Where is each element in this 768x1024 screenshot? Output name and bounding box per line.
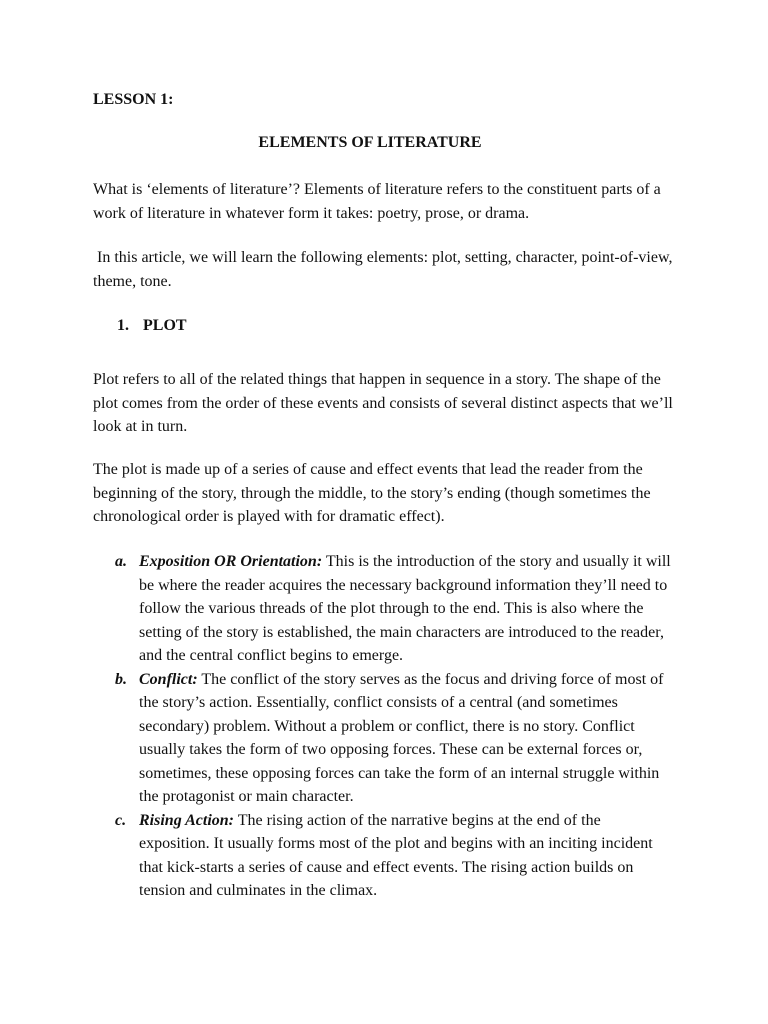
section-heading-plot (117, 314, 187, 338)
list-item (115, 550, 675, 668)
list-term: Exposition OR Orientation: (139, 553, 323, 570)
section-title: PLOT (143, 317, 187, 334)
list-item (115, 809, 675, 903)
plot-elements-list (115, 550, 675, 903)
lesson-heading: LESSON 1: (93, 91, 174, 108)
section-number: 1. (117, 317, 129, 334)
list-text: The rising action of the narrative begins at the end of the exposition. It usually forms most of the plot and begins with an inciting incident that kick-starts a series of cause and effect events. The rising action builds on tension and culminates in the climax. (139, 811, 653, 899)
list-marker: c. (115, 811, 127, 829)
list-term: Rising Action: (139, 811, 234, 829)
plot-paragraph-2: The plot is made up of a series of cause and effect events that lead the reader from the beginning of the story, through the middle, to the story’s ending (though sometimes the chronological order is played with for dramatic effect). (93, 461, 651, 525)
list-marker: a. (115, 553, 127, 570)
list-text: The conflict of the story serves as the focus and driving force of most of the story’s action. Essentially, conflict consists of a central (and sometimes secondary) problem. Without a problem or conflict, there is no story. Conflict usually takes the form of two opposing forces. These can be external forces or, sometimes, these opposing forces can take the form of an internal struggle within the protagonist or main character. (139, 670, 664, 805)
list-marker: b. (115, 670, 127, 688)
intro-paragraph: What is ‘elements of literature’? Elements of literature refers to the constituent parts of a work of literature in whatever form it takes: poetry, prose, or drama. (93, 181, 661, 222)
plot-paragraph-1: Plot refers to all of the related things that happen in sequence in a story. The shape of the plot comes from the order of these events and consists of several distinct aspects that we’ll look at in turn. (93, 371, 673, 435)
list-text: This is the introduction of the story and usually it will be where the reader acquires the necessary background information they’ll need to follow the various threads of the plot through to the end. This is also where the setting of the story is established, the main characters are introduced to the reader, and the central conflict begins to emerge. (139, 553, 671, 664)
document-title: ELEMENTS OF LITERATURE (258, 134, 482, 151)
list-item (115, 668, 675, 809)
list-term: Conflict: (139, 670, 198, 688)
elements-paragraph: In this article, we will learn the following elements: plot, setting, character, point-of-view, theme, tone. (93, 249, 677, 290)
